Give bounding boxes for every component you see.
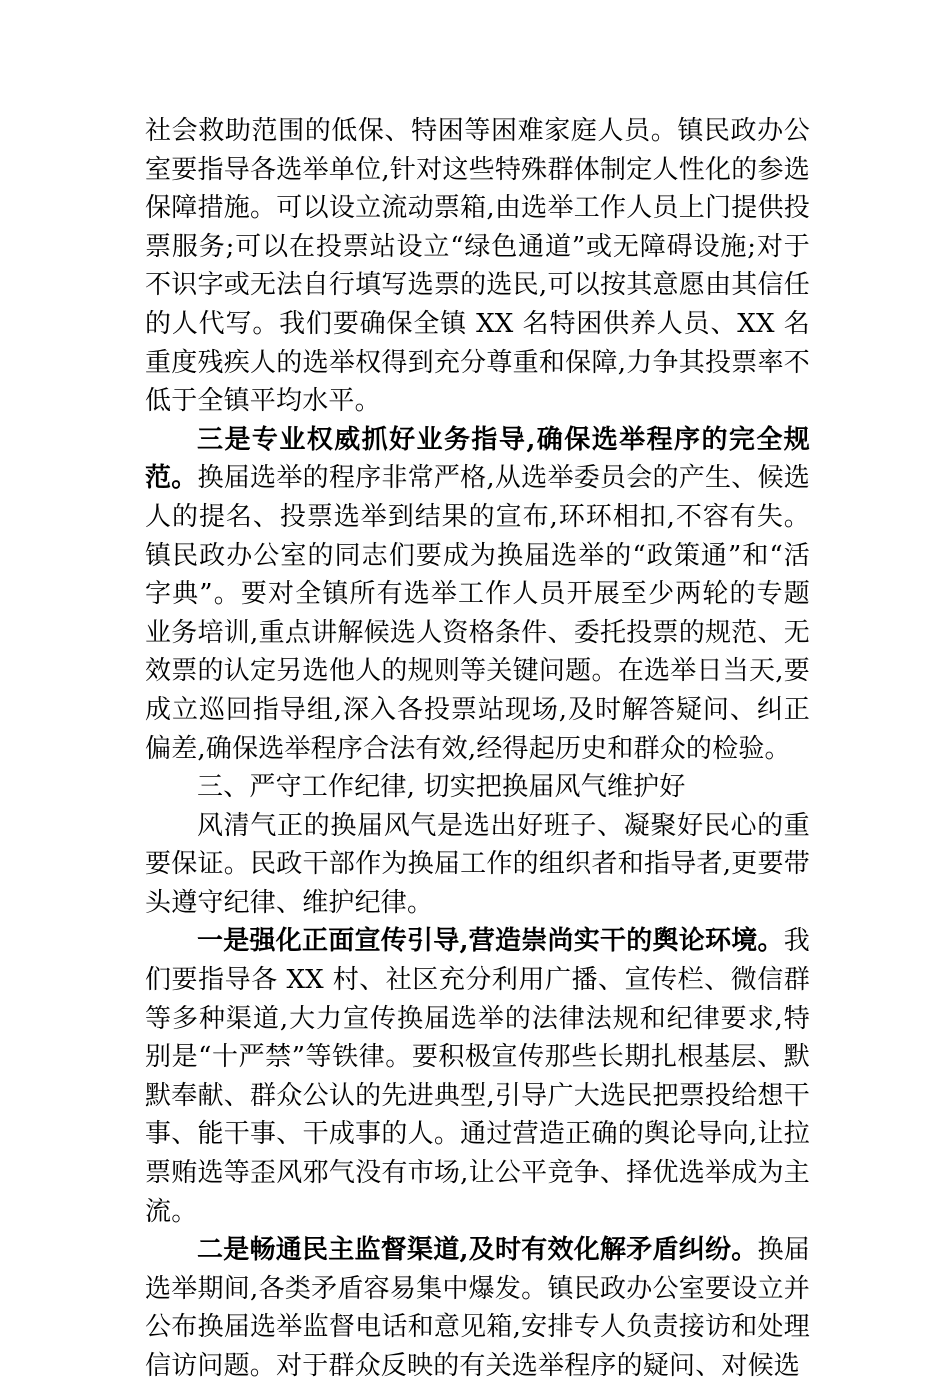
paragraph-text: 风清气正的换届风气是选出好班子、凝聚好民心的重要保证。民政干部作为换届工作的组织者和指导者,更要带头遵守纪律、维护纪律。 bbox=[145, 810, 810, 918]
paragraph-text: 换届选举的程序非常严格,从选举委员会的产生、候选人的提名、投票选举到结果的宣布,环环相扣,不容有失。镇民政办公室的同志们要成为换届选举的“政策通”和“活字典”。要对全镇所有选举工作人员开展至少两轮的专题业务培训,重点讲解候选人资格条件、委托投票的规范、无效票的认定另选他人的规则等关键问题。在选举日当天,要成立巡回指导组,深入各投票站现场,及时解答疑问、纠正偏差,确保选举程序合法有效,经得起历史和群众的检验。 bbox=[145, 463, 810, 764]
paragraph-special-groups bbox=[145, 112, 810, 421]
section-heading: 三、严守工作纪律, 切实把换届风气维护好 bbox=[197, 772, 686, 803]
paragraph-business-guidance bbox=[145, 421, 810, 768]
paragraph-text: 我们要指导各 XX 村、社区充分利用广播、宣传栏、微信群等多种渠道,大力宣传换届选举的法律法规和纪律要求,特别是“十严禁”等铁律。要积极宣传那些长期扎根基层、默默奉献、群众公认的先进典型,引导广大选民把票投给想干事、能干事、干成事的人。通过营造正确的舆论导向,让拉票贿选等歪风邪气没有市场,让公平竞争、择优选举成为主流。 bbox=[145, 926, 810, 1227]
paragraph-text: 换届选举期间,各类矛盾容易集中爆发。镇民政办公室要设立并公布换届选举监督电话和意见箱,安排专人负责接访和处理信访问题。对于群众反映的有关选举程序的疑问、对候选 bbox=[145, 1235, 810, 1381]
paragraph-discipline-intro bbox=[145, 807, 810, 923]
paragraph-publicity bbox=[145, 922, 810, 1231]
paragraph-supervision bbox=[145, 1231, 810, 1385]
paragraph-lead-bold: 三是专业权威抓好业务指导,确保选举程序的完全规范。 bbox=[145, 424, 810, 494]
document-body bbox=[145, 112, 810, 1386]
paragraph-text: 社会救助范围的低保、特困等困难家庭人员。镇民政办公室要指导各选举单位,针对这些特殊群体制定人性化的参选保障措施。可以设立流动票箱,由选举工作人员上门提供投票服务;可以在投票站设立“绿色通道”或无障碍设施;对于不识字或无法自行填写选票的选民,可以按其意愿由其信任的人代写。我们要确保全镇 XX 名特困供养人员、XX 名重度残疾人的选举权得到充分尊重和保障,力争其投票率不低于全镇平均水平。 bbox=[145, 116, 810, 417]
paragraph-lead-bold: 二是畅通民主监督渠道,及时有效化解矛盾纠纷。 bbox=[197, 1235, 758, 1266]
paragraph-lead-bold: 一是强化正面宣传引导,营造崇尚实干的舆论环境。 bbox=[197, 926, 784, 957]
